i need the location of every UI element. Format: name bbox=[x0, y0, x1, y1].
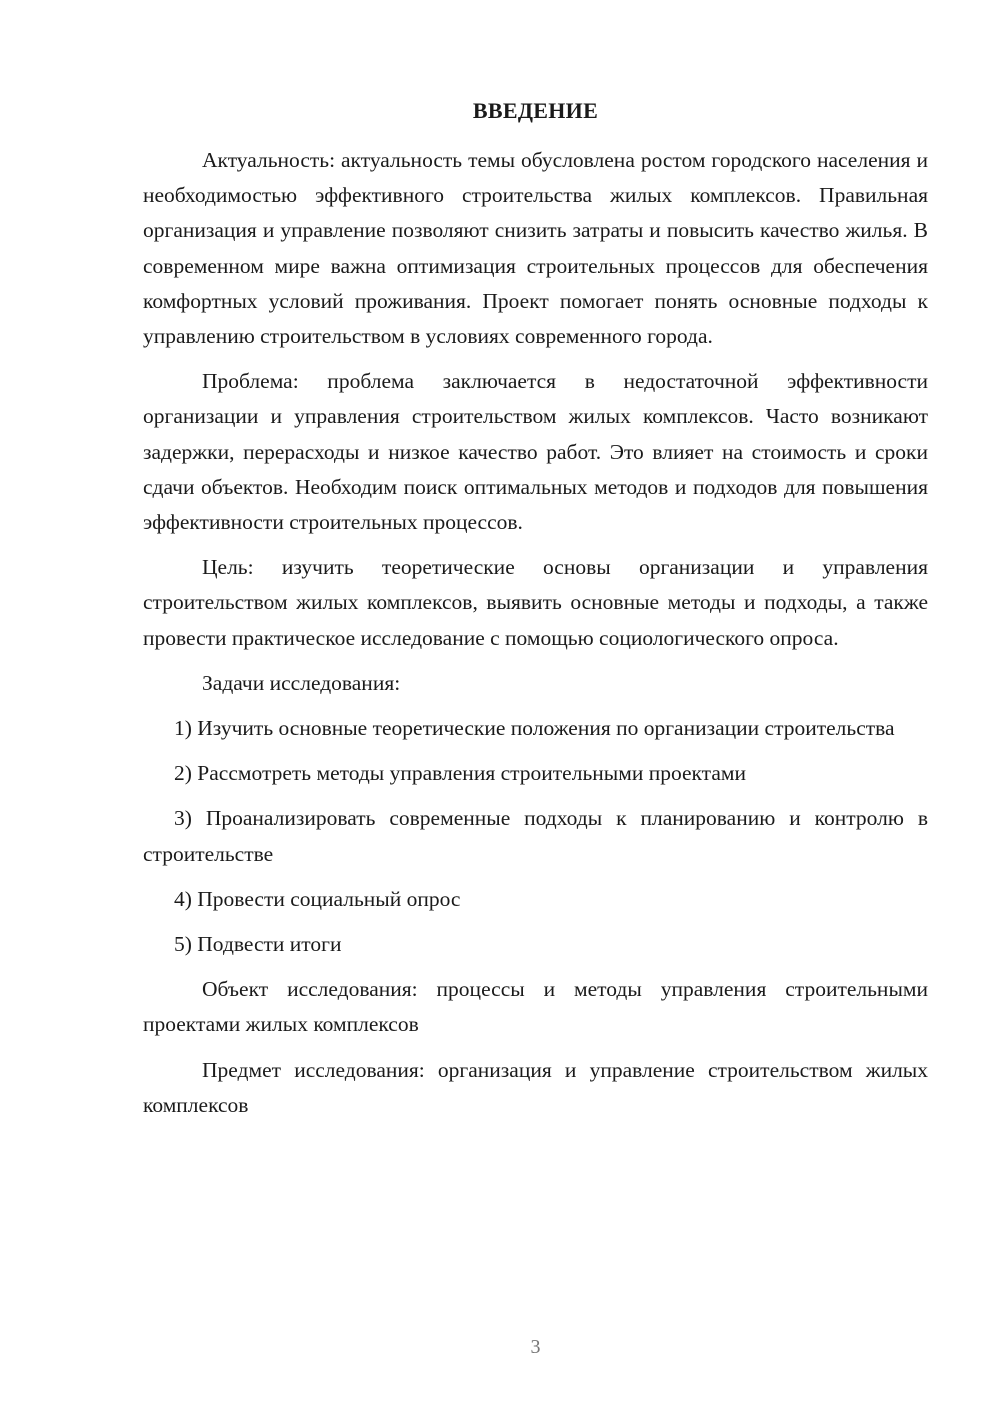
paragraph-problem: Проблема: проблема заключается в недостаточной эффективности организации и управления строительством жилых комплексов. Часто возникают задержки, перерасходы и низкое качество работ. Это влияет на стоимость и сроки сдачи объектов. Необходим поиск оптимальных методов и подходов для повышения эффективности строительных процессов. bbox=[143, 369, 928, 535]
task-item: 2) Рассмотреть методы управления строительными проектами bbox=[174, 761, 746, 786]
paragraph-goal: Цель: изучить теоретические основы организации и управления строительством жилых комплексов, выявить основные методы и подходы, а также провести практическое исследование с помощью социологического опроса. bbox=[143, 555, 928, 650]
document-page bbox=[143, 0, 928, 1414]
paragraph-tasks-intro: Задачи исследования: bbox=[202, 670, 401, 695]
section-heading: ВВЕДЕНИЕ bbox=[472, 98, 599, 123]
task-item: 5) Подвести итоги bbox=[174, 932, 342, 957]
task-item: 3) Проанализировать современные подходы к планированию и контролю в строительстве bbox=[143, 806, 928, 866]
document-body bbox=[143, 143, 928, 1133]
page-number: 3 bbox=[530, 1336, 541, 1358]
paragraph-research-object: Объект исследования: процессы и методы управления строительными проектами жилых комплексов bbox=[143, 977, 928, 1037]
paragraph-relevance: Актуальность: актуальность темы обусловлена ростом городского населения и необходимостью эффективного строительства жилых комплексов. Правильная организация и управление позволяют снизить затраты и повысить качество жилья. В современном мире важна оптимизация строительных процессов для обеспечения комфортных условий проживания. Проект помогает понять основные подходы к управлению строительством в условиях современного города. bbox=[143, 148, 928, 349]
task-item: 4) Провести социальный опрос bbox=[174, 886, 461, 911]
task-item: 1) Изучить основные теоретические положения по организации строительства bbox=[174, 716, 895, 741]
paragraph-research-subject: Предмет исследования: организация и управление строительством жилых комплексов bbox=[143, 1057, 928, 1117]
